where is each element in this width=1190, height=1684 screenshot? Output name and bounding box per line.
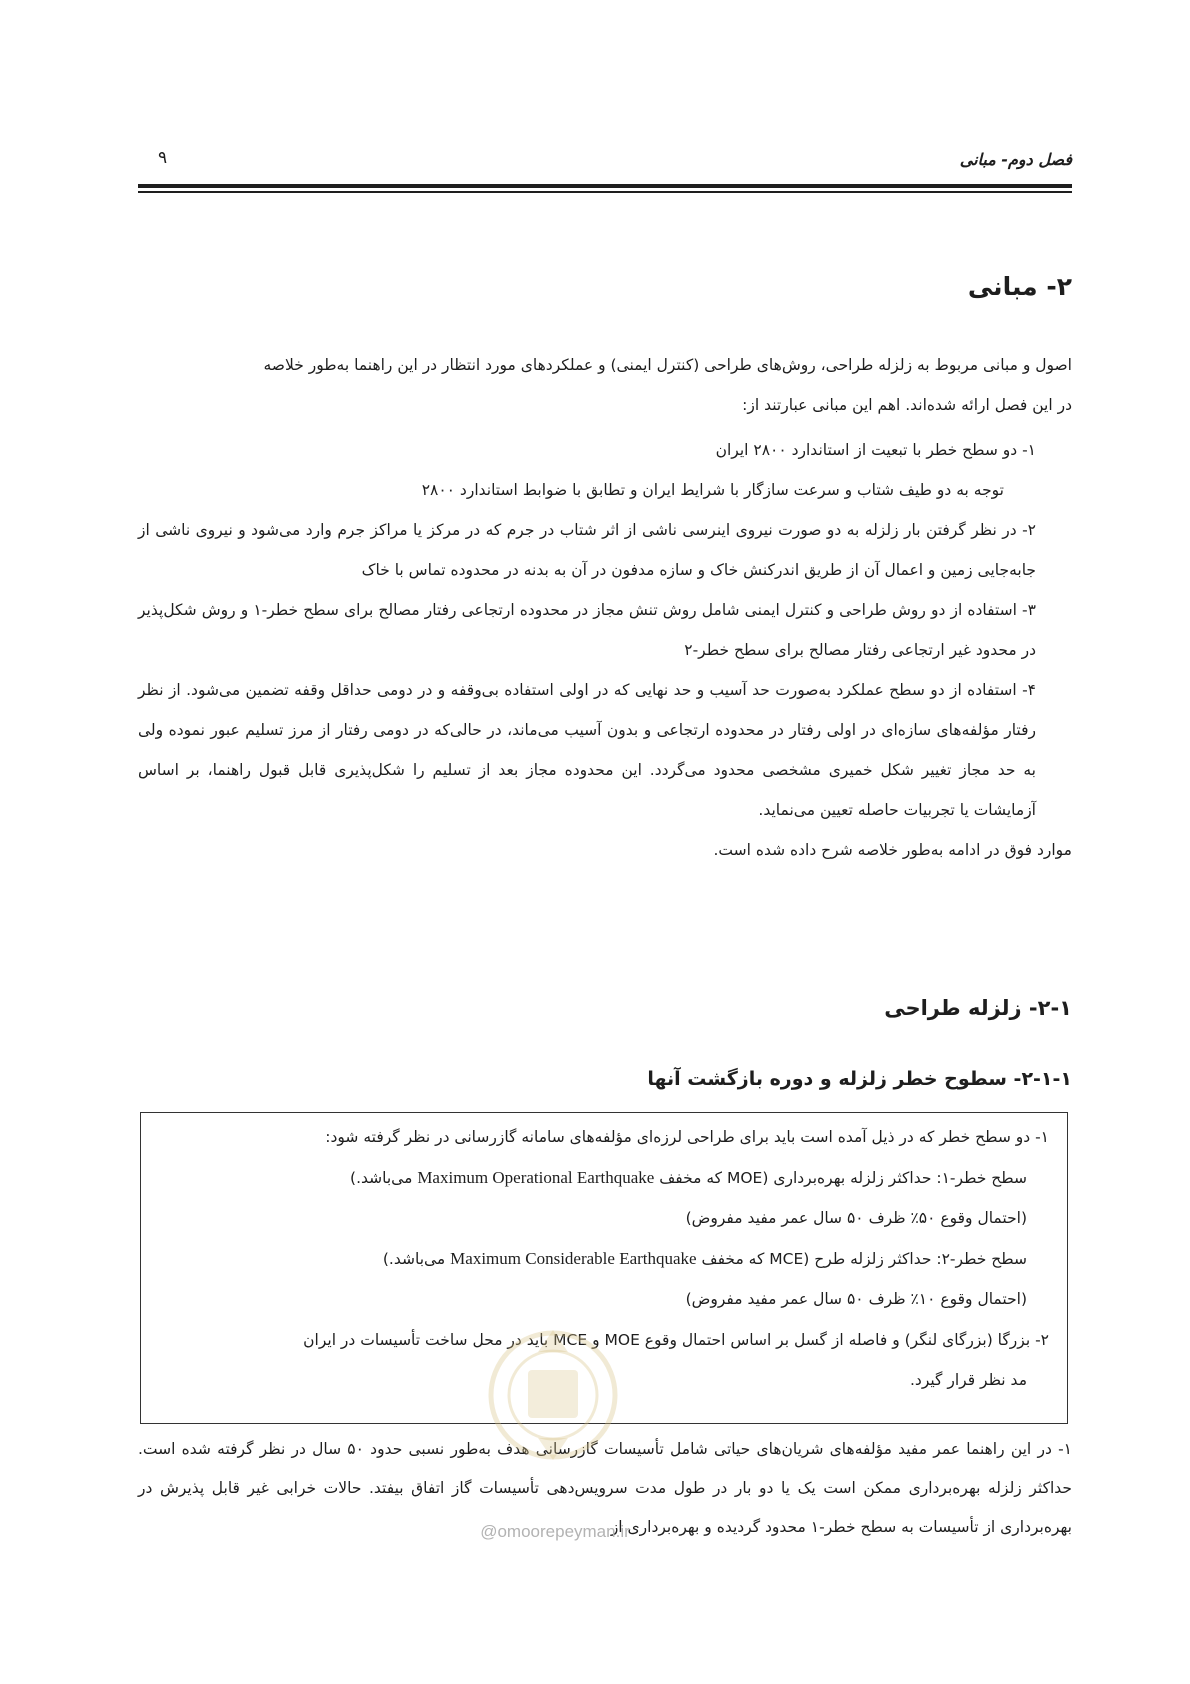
chapter-running-title: فصل دوم- مبانی (959, 150, 1072, 169)
list-item-2: ۲- در نظر گرفتن بار زلزله به دو صورت نیروی اینرسی ناشی از اثر شتاب در جرم که در مرکز یا مراکز جرم وارد می‌شود و نیروی ناشی از جابه‌جایی زمین و اعمال آن از طریق اندرکنش خاک و سازه مدفون در آن به بدنه در محدوده تماس با خاک (138, 521, 1036, 579)
page-number: ۹ (158, 148, 168, 168)
hazard-level-2-prefix: سطح خطر-۲: حداکثر زلزله طرح (MCE که مخفف (701, 1249, 1027, 1268)
header-rule-thick (138, 184, 1072, 188)
hazard-level-1-probability: (احتمال وقوع ۵۰٪ ظرف ۵۰ سال عمر مفید مفروض) (685, 1209, 1027, 1227)
note-paragraph: ۱- در این راهنما عمر مفید مؤلفه‌های شریان‌های حیاتی شامل تأسیسات گازرسانی هدف به‌طور نسبی حدود ۵۰ سال در نظر گرفته شده است. حداکثر زلزله بهره‌برداری ممکن است یک یا دو بار در طول مدت سرویس‌دهی تأسیسات گاز اتفاق بیفتد. حالات خرابی غیر قابل پذیرش در بهره‌برداری از تأسیسات به سطح خطر-۱ محدود گردیده و بهره‌برداری از (138, 1440, 1072, 1536)
closing-sentence: موارد فوق در ادامه به‌طور خلاصه شرح داده شده است. (713, 841, 1072, 859)
intro-line: اصول و مبانی مربوط به زلزله طراحی، روش‌های طراحی (کنترل ایمنی) و عملکردهای مورد انتظار در این راهنما به‌طور خلاصه (263, 356, 1072, 374)
subsection-heading-design-earthquake: ۲-۱- زلزله طراحی (884, 996, 1072, 1020)
list-item-1-lead: ۱- دو سطح خطر با تبعیت از استاندارد ۲۸۰۰ ایران (715, 441, 1036, 459)
hazard-levels-box (140, 1112, 1068, 1424)
header-rule-thin (138, 191, 1072, 193)
section-heading: ۲- مبانی (967, 272, 1072, 301)
hazard-level-2-probability: (احتمال وقوع ۱۰٪ ظرف ۵۰ سال عمر مفید مفروض) (685, 1290, 1027, 1308)
hazard-level-1-prefix: سطح خطر-۱: حداکثر زلزله بهره‌برداری (MOE که مخفف (659, 1168, 1027, 1187)
hazard-level-1 (153, 1158, 1049, 1199)
list-item-4: ۴- استفاده از دو سطح عملکرد به‌صورت حد آسیب و حد نهایی که در اولی استفاده بی‌وقفه و در دومی حداقل وقفه تضمین می‌شود. از نظر رفتار مؤلفه‌های سازه‌ای در اولی رفتار در محدوده ارتجاعی و بدون آسیب می‌ماند، در حالی‌که در دومی رفتار از مرز تسلیم عبور نموده ولی به حد مجاز تغییر شکل خمیری مشخصی محدود می‌گردد. این محدوده مجاز بعد از تسلیم را شکل‌پذیری قابل قبول راهنما، بر اساس آزمایشات یا تجربیات حاصله تعیین می‌نماید. (138, 681, 1036, 819)
principles-list (138, 430, 1072, 870)
intro-line: در این فصل ارائه شده‌اند. اهم این مبانی عبارتند از: (742, 396, 1072, 414)
intro-paragraph (138, 345, 1072, 425)
hazard-level-2 (153, 1239, 1049, 1280)
subsection-heading-hazard-levels: ۲-۱-۱- سطوح خطر زلزله و دوره بازگشت آنها (647, 1068, 1072, 1090)
hazard-level-1-english-term: Maximum Operational Earthquake (417, 1167, 655, 1187)
box-paragraph-2-line-2: مد نظر قرار گیرد. (910, 1371, 1027, 1389)
list-item-1-continuation: توجه به دو طیف شتاب و سرعت سازگار با شرایط ایران و تطابق با ضوابط استاندارد ۲۸۰۰ (421, 481, 1004, 499)
list-item-3: ۳- استفاده از دو روش طراحی و کنترل ایمنی شامل روش تنش مجاز در محدوده ارتجاعی رفتار مصالح برای سطح خطر-۱ و روش شکل‌پذیر در محدود غیر ارتجاعی رفتار مصالح برای سطح خطر-۲ (138, 601, 1036, 659)
box-paragraph-2-line-1: ۲- بزرگا (بزرگای لنگر) و فاصله از گسل بر اساس احتمال وقوع MOE و MCE باید در محل ساخت تأسیسات در ایران (303, 1330, 1049, 1349)
hazard-level-2-english-term: Maximum Considerable Earthquake (450, 1248, 697, 1268)
watermark-site: @omoorepeyman.ir (480, 1522, 630, 1541)
box-paragraph-1: ۱- دو سطح خطر که در ذیل آمده است باید برای طراحی لرزه‌ای مؤلفه‌های سامانه گازرسانی در نظر گرفته شود: (325, 1128, 1049, 1146)
hazard-level-2-suffix: می‌باشد.) (382, 1249, 446, 1268)
hazard-level-1-suffix: می‌باشد.) (350, 1168, 413, 1187)
